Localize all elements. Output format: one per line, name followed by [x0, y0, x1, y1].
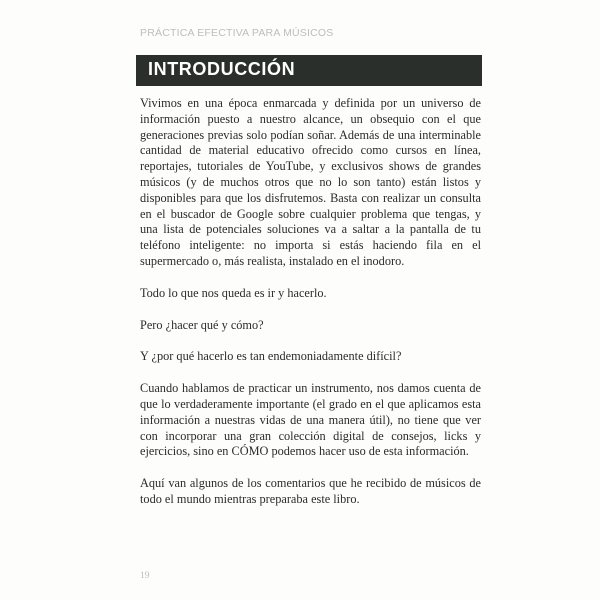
chapter-title: INTRODUCCIÓN [148, 59, 296, 79]
paragraph-go-do-it: Todo lo que nos queda es ir y hacerlo. [140, 285, 327, 300]
page-number: 19 [140, 571, 150, 581]
paragraph-practicing: Cuando hablamos de practicar un instrumento, nos damos cuenta de que lo verdaderamente importante (el grado en el que aplicamos esta información a nuestras vidas de una manera útil), no tiene que ver con incorporar una gran colección digital de consejos, licks y ejercicios, sino en CÓMO podemos hacer uso de esta información. [140, 381, 481, 459]
paragraph-comments: Aquí van algunos de los comentarios que he recibido de músicos de todo el mundo mientras preparaba este libro. [140, 476, 481, 506]
body-text [140, 96, 481, 524]
paragraph-what-and-how: Pero ¿hacer qué y cómo? [140, 317, 264, 332]
paragraph-intro: Vivimos en una época enmarcada y definida por un universo de información puesto a nuestro alcance, un obsequio con el que generaciones previas solo podían soñar. Además de una interminable cantidad de material educativo ofrecido como cursos en línea, reportajes, tutoriales de YouTube, y exclusivos shows de grandes músicos (y de muchos otros que no lo son tanto) están listos y disponibles para que los disfrutemos. Basta con realizar un consulta en el buscador de Google sobre cualquier problema que tengas, y una lista de potenciales soluciones va a saltar a la pantalla de tu teléfono inteligente: no importa si estás haciendo fila en el supermercado o, más realista, instalado en el inodoro. [140, 96, 481, 268]
paragraph-why-difficult: Y ¿por qué hacerlo es tan endemoniadamente difícil? [140, 349, 402, 364]
running-header: PRÁCTICA EFECTIVA PARA MÚSICOS [140, 27, 334, 39]
chapter-heading-bar [136, 55, 482, 86]
